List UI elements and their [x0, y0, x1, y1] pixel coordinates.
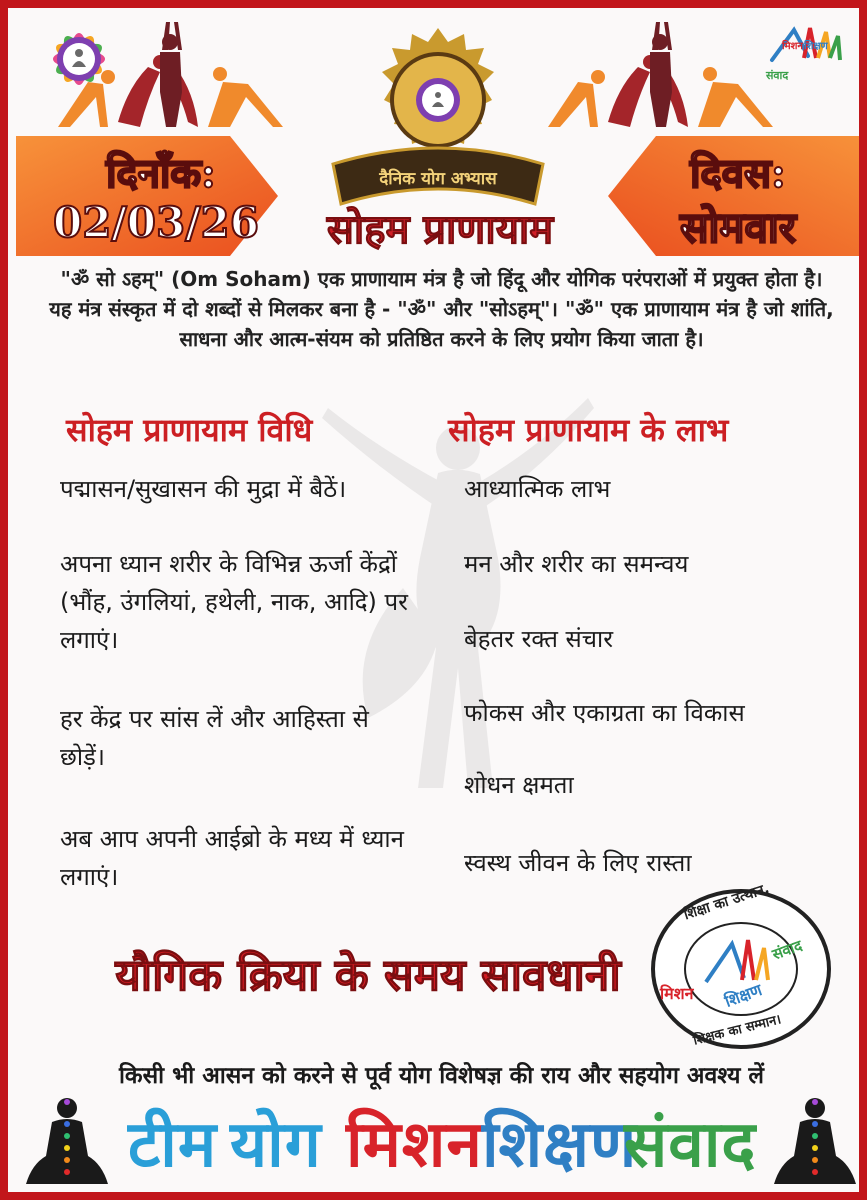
emblem-text: दैनिक योग अभ्यास [379, 169, 497, 189]
yoga-silhouettes-icon [538, 22, 778, 132]
seal-bottom-text: शिक्षक का सम्मान। [691, 1012, 783, 1049]
meditation-figure-icon [770, 1094, 860, 1194]
benefit-item: फोकस और एकाग्रता का विकास [464, 699, 745, 727]
method-step: अब आप अपनी आईब्रो के मध्य में ध्यान लगाएं। [60, 825, 404, 891]
day-label: दिवस: [690, 150, 786, 197]
page-title: सोहम प्राणायाम [326, 206, 554, 253]
brand-mission-text: मिशन [782, 41, 803, 52]
day-banner [608, 136, 867, 256]
benefit-item: शोधन क्षमता [464, 771, 574, 799]
method-step: पद्मासन/सुखासन की मुद्रा में बैठें। [60, 475, 347, 503]
footer-team: टीम [128, 1107, 218, 1182]
advice-text: किसी भी आसन को करने से पूर्व योग विशेषज्ञ की राय और सहयोग अवश्य लें [118, 1063, 765, 1089]
footer-yoga: योग [230, 1107, 322, 1182]
footer-shikshan: शिक्षण [482, 1107, 638, 1182]
brand-shikshan-text: शिक्षण [804, 41, 828, 52]
caution-heading: यौगिक क्रिया के समय सावधानी [115, 950, 621, 1001]
benefit-item: मन और शरीर का समन्वय [464, 550, 689, 578]
seal-right-text: संवाद [769, 936, 805, 964]
method-step: अपना ध्यान शरीर के विभिन्न ऊर्जा केंद्रों (भौंह, उंगलियां, हथेली, नाक, आदि) पर लगाएं। [60, 550, 408, 654]
mission-hand-logo-icon [764, 20, 846, 100]
emblem-medal-icon [313, 22, 563, 207]
benefits-heading: सोहम प्राणायाम के लाभ [448, 411, 729, 449]
benefit-item: बेहतर रक्त संचार [464, 625, 614, 653]
meditation-figure-icon [22, 1094, 112, 1194]
intro-paragraph: "ॐ सो ऽहम्" (Om Soham) एक प्राणायाम मंत्र है जो हिंदू और योगिक परंपराओं में प्रयुक्त होता है। यह मंत्र संस्कृत में दो शब्दों से मिलकर बना है - "ॐ" और "सोऽहम्"। "ॐ" एक प्राणायाम मंत्र है जो शांति, साधना और आत्म-संयम को प्रतिष्ठित करने के लिए प्रयोग किया जाता है। [49, 267, 834, 351]
benefit-item: स्वस्थ जीवन के लिए रास्ता [464, 849, 692, 877]
date-value: 02/03/26 [52, 198, 260, 247]
date-label: दिनाँक: [106, 150, 216, 197]
brand-samvad-text: संवाद [766, 69, 789, 82]
day-value: सोमवार [680, 203, 796, 252]
benefit-item: आध्यात्मिक लाभ [464, 475, 611, 503]
seal-top-text: शिक्षा का उत्थान, [681, 880, 772, 924]
yoga-silhouettes-icon [48, 22, 288, 132]
footer-samvad: संवाद [624, 1107, 757, 1182]
seal-left-text: मिशन [660, 984, 694, 1003]
seal-center-text: शिक्षण [722, 980, 765, 1011]
seal-badge-icon [646, 880, 836, 1054]
method-heading: सोहम प्राणायाम विधि [66, 411, 313, 449]
footer-mission: मिशन [346, 1107, 483, 1182]
date-banner [16, 136, 278, 256]
method-step: हर केंद्र पर सांस लें और आहिस्ता से छोड़ें। [60, 705, 369, 771]
